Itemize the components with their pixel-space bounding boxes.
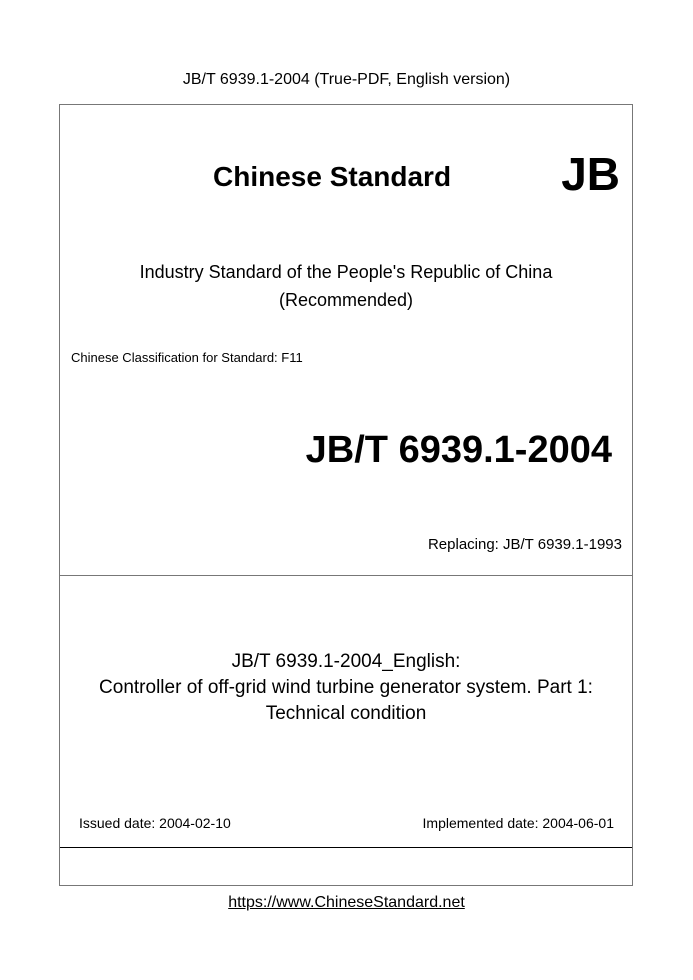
classification-text: Chinese Classification for Standard: F11 bbox=[71, 350, 303, 365]
document-title-line-1: JB/T 6939.1-2004_English: bbox=[231, 651, 461, 672]
document-title-line-2: Controller of off-grid wind turbine generator system. Part 1: bbox=[99, 677, 593, 698]
industry-line-2: (Recommended) bbox=[278, 290, 414, 310]
footer bbox=[0, 893, 693, 913]
standard-number: JB/T 6939.1-2004 bbox=[305, 429, 612, 471]
implemented-date: Implemented date: 2004-06-01 bbox=[422, 815, 614, 831]
section-divider-2 bbox=[60, 847, 632, 848]
title-row bbox=[60, 148, 632, 215]
document-title-line-3: Technical condition bbox=[265, 703, 427, 724]
jb-mark: JB bbox=[561, 148, 620, 200]
cover-frame bbox=[59, 104, 633, 886]
industry-line-1: Industry Standard of the People's Republic of China bbox=[139, 262, 553, 282]
document-title bbox=[60, 649, 632, 727]
issued-date: Issued date: 2004-02-10 bbox=[79, 815, 231, 831]
page-header: JB/T 6939.1-2004 (True-PDF, English version) bbox=[182, 71, 511, 88]
industry-standard-text bbox=[60, 258, 632, 314]
replacing-text: Replacing: JB/T 6939.1-1993 bbox=[427, 536, 622, 553]
section-divider-1 bbox=[60, 575, 632, 576]
cover-title: Chinese Standard bbox=[213, 161, 452, 192]
website-link[interactable]: https://www.ChineseStandard.net bbox=[228, 894, 465, 911]
